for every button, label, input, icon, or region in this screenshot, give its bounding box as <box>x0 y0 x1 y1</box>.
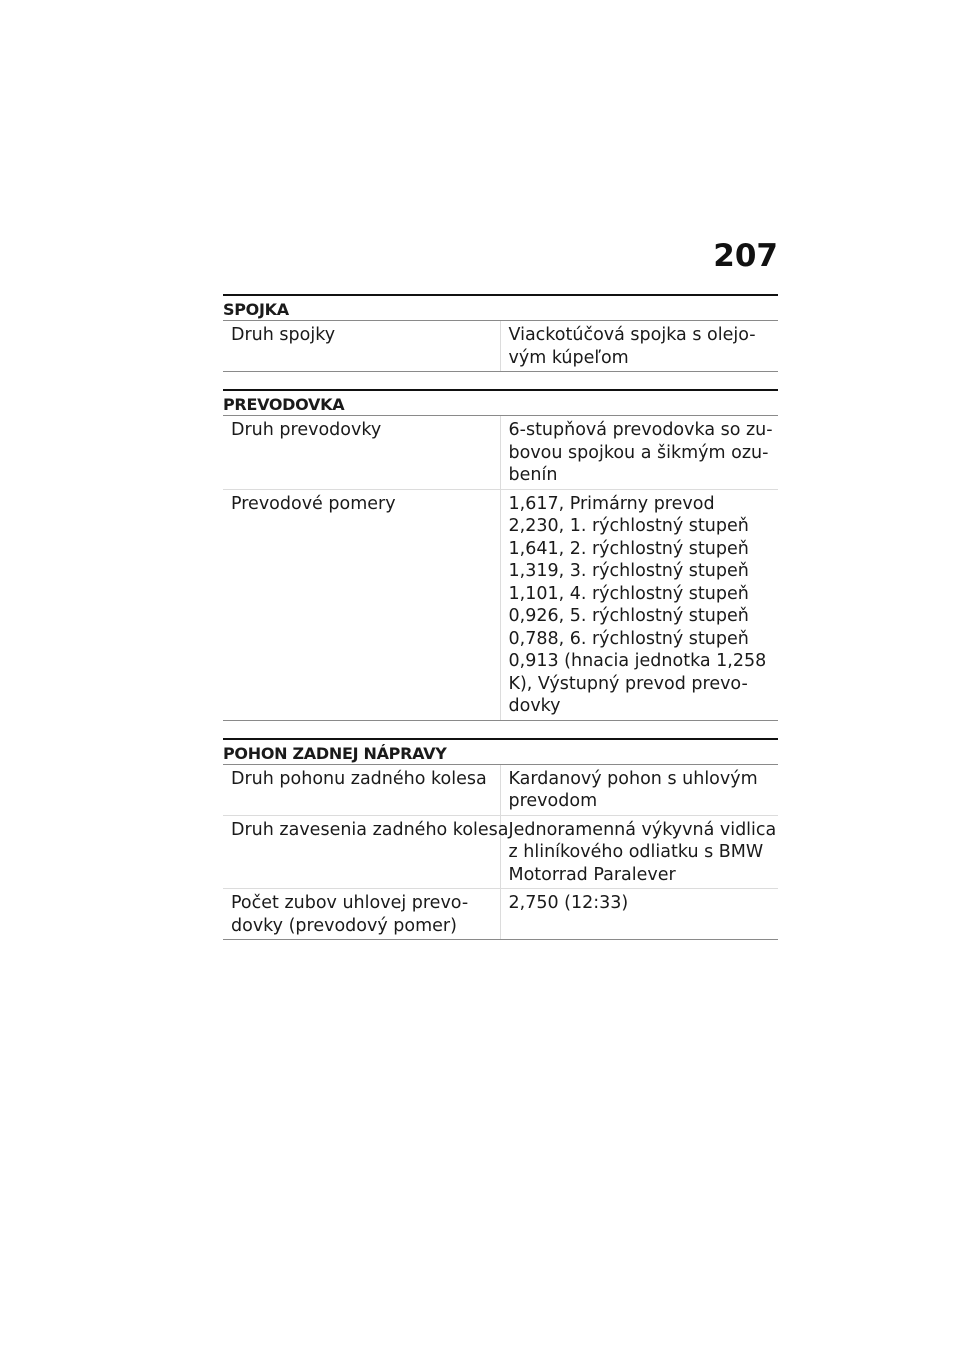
row-label: Druh spojky <box>223 321 500 372</box>
spec-table <box>223 321 778 372</box>
row-label: Prevodové pomery <box>223 489 500 720</box>
section-title: SPOJKA <box>223 294 778 321</box>
row-value: 2,750 (12:33) <box>500 889 778 940</box>
row-value: Viackotúčová spojka s olejo- vým kúpeľom <box>500 321 778 372</box>
row-label: Druh zavesenia zadného kolesa <box>223 815 500 889</box>
row-value: 6-stupňová prevodovka so zu- bovou spojkou a šikmým ozu- benín <box>500 416 778 489</box>
section-title: PREVODOVKA <box>223 389 778 416</box>
row-label: Počet zubov uhlovej prevo- dovky (prevodový pomer) <box>223 889 500 940</box>
spec-content <box>223 294 778 957</box>
table-row <box>223 321 778 372</box>
page-number: 207 <box>713 238 778 274</box>
spec-table <box>223 765 778 941</box>
row-value: 1,617, Primárny prevod 2,230, 1. rýchlostný stupeň 1,641, 2. rýchlostný stupeň 1,319, 3. rýchlostný stupeň 1,101, 4. rýchlostný stupeň 0,926, 5. rýchlostný stupeň 0,788, 6. rýchlostný stupeň 0,913 (hnacia jednotka 1,258 K), Výstupný prevod prevo- dovky <box>500 489 778 720</box>
row-label: Druh prevodovky <box>223 416 500 489</box>
section-title: POHON ZADNEJ NÁPRAVY <box>223 738 778 765</box>
table-row <box>223 416 778 489</box>
row-value: Jednoramenná výkyvná vidlica z hliníkového odliatku s BMW Motorrad Paralever <box>500 815 778 889</box>
table-row <box>223 889 778 940</box>
table-row <box>223 815 778 889</box>
row-value: Kardanový pohon s uhlovým prevodom <box>500 765 778 816</box>
row-label: Druh pohonu zadného kolesa <box>223 765 500 816</box>
table-row <box>223 489 778 720</box>
section-clutch <box>223 294 778 372</box>
section-gearbox <box>223 389 778 721</box>
table-row <box>223 765 778 816</box>
spec-table <box>223 416 778 721</box>
section-rear-drive <box>223 738 778 941</box>
